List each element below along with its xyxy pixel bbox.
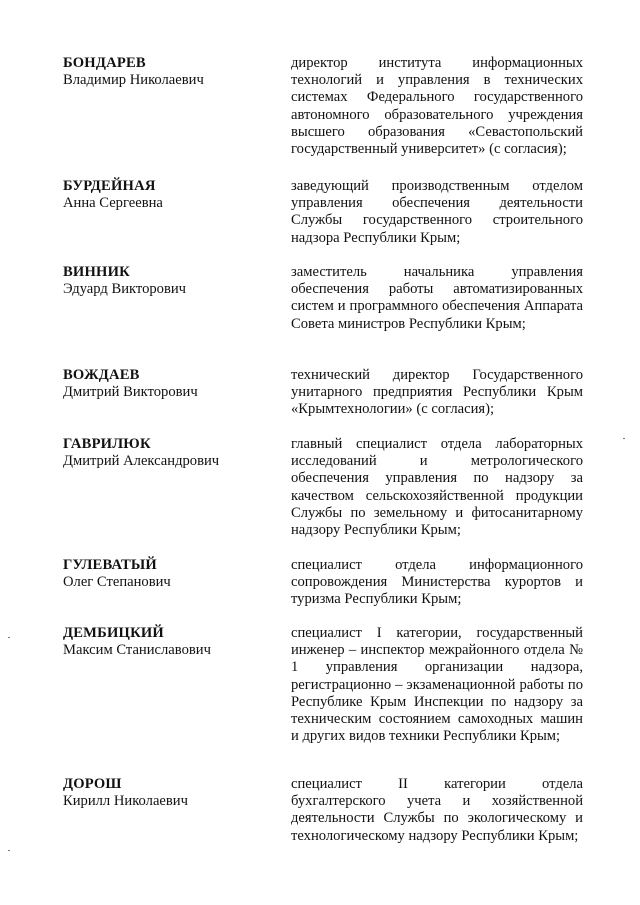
surname: БОНДАРЕВ: [63, 55, 146, 71]
position-description: главный специалист отдела лабораторных исследований и метрологического обеспечения управления по надзору за качеством сельскохозяйственной продукции Службы по земельному и фитосанитарному надзору Республики Крым;: [291, 436, 583, 539]
position-description: специалист отдела информационного сопровождения Министерства курортов и туризма Республики Крым;: [291, 557, 583, 608]
given-names: Анна Сергеевна: [63, 195, 163, 212]
scan-speck: [8, 850, 10, 851]
scan-speck: [623, 438, 625, 439]
person-name: [63, 367, 273, 401]
given-names: Кирилл Николаевич: [63, 793, 188, 810]
position-description: специалист II категории отдела бухгалтерского учета и хозяйственной деятельности Службы по экологическому и технологическому надзору Республики Крым;: [291, 776, 583, 844]
given-names: Олег Степанович: [63, 574, 171, 591]
surname: ДОРОШ: [63, 776, 122, 792]
given-names: Максим Станиславович: [63, 642, 211, 659]
surname: ДЕМБИЦКИЙ: [63, 625, 164, 641]
scan-speck: [8, 637, 10, 638]
surname: БУРДЕЙНАЯ: [63, 178, 156, 194]
given-names: Эдуард Викторович: [63, 281, 187, 298]
position-description: специалист I категории, государственный инженер – инспектор межрайонного отдела № 1 управления организации надзора, регистрационно – экзаменационной работы по Республике Крым Инспекции по надзору за техническим состоянием самоходных машин и других видов техники Республики Крым;: [291, 625, 583, 745]
given-names: Владимир Николаевич: [63, 72, 204, 89]
person-name: [63, 557, 273, 591]
position-description: заместитель начальника управления обеспечения работы автоматизированных систем и программного обеспечения Аппарата Совета министров Республики Крым;: [291, 264, 583, 332]
person-name: [63, 178, 273, 212]
surname: ГУЛЕВАТЫЙ: [63, 557, 157, 573]
person-name: [63, 436, 273, 470]
surname: ВИННИК: [63, 264, 130, 280]
person-name: [63, 55, 273, 89]
person-name: [63, 625, 273, 659]
given-names: Дмитрий Викторович: [63, 384, 198, 401]
position-description: заведующий производственным отделом управления обеспечения деятельности Службы государственного строительного надзора Республики Крым;: [291, 178, 583, 246]
person-name: [63, 776, 273, 810]
surname: ГАВРИЛЮК: [63, 436, 151, 452]
given-names: Дмитрий Александрович: [63, 453, 220, 470]
position-description: директор института информационных технологий и управления в технических системах Федерального государственного автономного образовательного учреждения высшего образования «Севастопольский государственный университет» (с согласия);: [291, 55, 583, 158]
position-description: технический директор Государственного унитарного предприятия Республики Крым «Крымтехнологии» (с согласия);: [291, 367, 583, 418]
surname: ВОЖДАЕВ: [63, 367, 140, 383]
person-name: [63, 264, 273, 298]
